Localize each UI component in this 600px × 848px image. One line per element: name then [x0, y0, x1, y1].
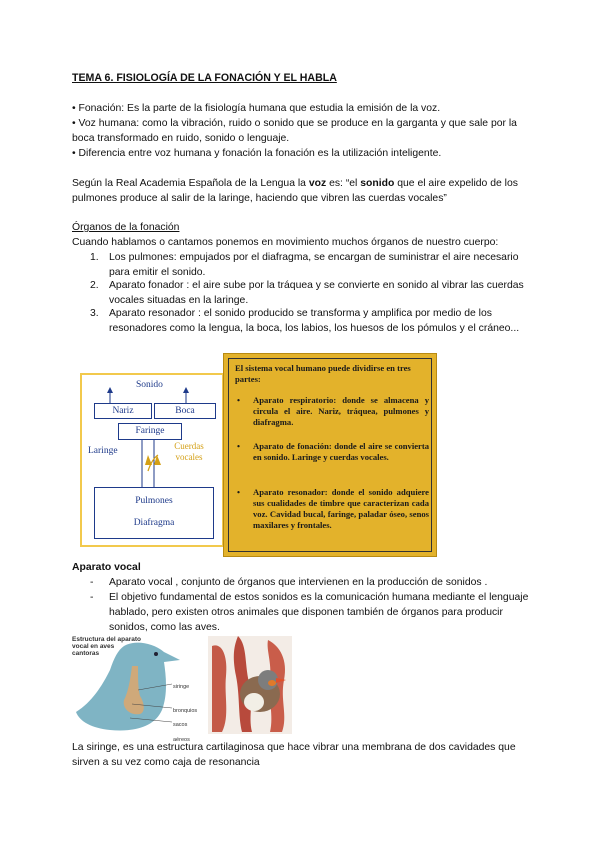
- arrowhead-nariz: [107, 387, 113, 393]
- diagram-label-sonido: Sonido: [136, 380, 163, 390]
- vocal-system-panel: [223, 353, 437, 557]
- panel-bullet-icon: •: [237, 395, 241, 405]
- rae-text-3: que el aire expelido de los pulmones produce al salir de la laringe, haciendo que vibren las cuerdas vocales”: [72, 178, 518, 204]
- rae-text-1: Según la Real Academia Española de la Lengua la: [72, 178, 309, 189]
- rae-definition: [72, 176, 532, 206]
- bird-eye-icon: [154, 652, 158, 656]
- arrowhead-cuerdas-1: [145, 455, 152, 465]
- panel-bullet-icon: •: [237, 487, 241, 497]
- diagram-label-diafragma: Diafragma: [133, 518, 175, 528]
- diagram-label-laringe: Laringe: [88, 446, 118, 456]
- diagram-box-boca: Boca: [154, 403, 216, 419]
- panel-item-text: Aparato resonador: donde el sonido adquiere sus cualidades de timbre que caracterizan cada voz. Cavidad bucal, faringe, paladar óseo, senos maxilares y frontales.: [253, 487, 429, 530]
- bird-body-shape: [76, 643, 180, 731]
- finch-cheek: [268, 680, 276, 686]
- panel-border: [228, 358, 432, 552]
- bird-anatomy-svg: [208, 636, 292, 734]
- list-text: Aparato fonador : el aire sube por la tráquea y se convierte en sonido al vibrar las cuerdas vocales situadas en la laringe.: [109, 280, 524, 306]
- organos-heading: Órganos de la fonación: [72, 222, 180, 233]
- bird-syrinx-illustration: [72, 636, 202, 743]
- rae-keyword-sonido: sonido: [360, 178, 395, 189]
- bird-anatomy-photo: [208, 636, 292, 734]
- organos-intro: Cuando hablamos o cantamos ponemos en movimiento muchos órganos de nuestro cuerpo:: [72, 237, 499, 248]
- list-dash: -: [90, 592, 94, 603]
- list-number: 2.: [90, 280, 99, 291]
- rae-text-2: es: “el: [326, 178, 361, 189]
- bird-label-sacos: sacos aéreos: [173, 722, 190, 743]
- bullet-diferencia: • Diferencia entre voz humana y fonación la fonación es la utilización inteligente.: [72, 148, 442, 159]
- rae-keyword-voz: voz: [308, 178, 327, 189]
- bird-label-bronquios: bronquios: [173, 708, 198, 714]
- bird-caption: Estructura del aparato vocal en aves cantoras: [72, 636, 141, 657]
- bullet-voz-humana: • Voz humana: como la vibración, ruido o sonido que se produce en la garganta y que sale por la boca transformado en ruido, sonido o lenguaje.: [72, 118, 517, 144]
- list-number: 3.: [90, 308, 99, 319]
- finch-breast: [244, 693, 264, 711]
- tissue-left: [212, 645, 226, 732]
- panel-item-text: Aparato respiratorio: donde se almacena y circula el aire. Nariz, tráquea, pulmones y diafragma.: [253, 395, 429, 427]
- finch-head: [258, 670, 278, 690]
- list-dash: -: [90, 577, 94, 588]
- diagram-label-cuerdas: Cuerdas vocales: [174, 441, 204, 462]
- bird-label-siringe: siringe: [173, 684, 190, 690]
- siringe-description: La siringe, es una estructura cartilaginosa que hace vibrar una membrana de dos cavidades que sirven a su vez como caja de resonancia: [72, 742, 516, 768]
- panel-bullet-icon: •: [237, 441, 241, 451]
- panel-intro: El sistema vocal humano puede dividirse en tres partes:: [235, 363, 411, 384]
- panel-item-text: Aparato de fonación: donde el aire se convierta en sonido. Laringe y cuerdas vocales.: [253, 441, 429, 462]
- list-text: Los pulmones: empujados por el diafragma, se encargan de suministrar el aire necesario para emitir el sonido.: [109, 252, 519, 278]
- list-number: 1.: [90, 252, 99, 263]
- page-title: TEMA 6. FISIOLOGÍA DE LA FONACIÓN Y EL HABLA: [72, 72, 337, 84]
- list-text: El objetivo fundamental de estos sonidos es la comunicación humana mediante el lenguaje hablado, pero existen otros animales que disponen también de órganos para producir sonidos, como las aves.: [109, 592, 529, 633]
- arrowhead-boca: [183, 387, 189, 393]
- list-text: Aparato resonador : el sonido producido se transforma y amplifica por medio de los resonadores como la lengua, la boca, los labios, los huesos de los pómulos y el cráneo...: [109, 308, 520, 334]
- arrowhead-cuerdas-2: [154, 455, 161, 465]
- list-text: Aparato vocal , conjunto de órganos que intervienen en la producción de sonidos .: [109, 577, 488, 588]
- diagram-box-pulmones: [94, 487, 214, 539]
- diagram-box-faringe: Faringe: [118, 423, 182, 440]
- aparato-heading: Aparato vocal: [72, 562, 141, 573]
- diagram-label-pulmones: Pulmones: [135, 496, 173, 506]
- bullet-fonacion: • Fonación: Es la parte de la fisiología humana que estudia la emisión de la voz.: [72, 103, 441, 114]
- diagram-box-nariz: Nariz: [94, 403, 152, 419]
- vocal-system-diagram: [80, 373, 224, 547]
